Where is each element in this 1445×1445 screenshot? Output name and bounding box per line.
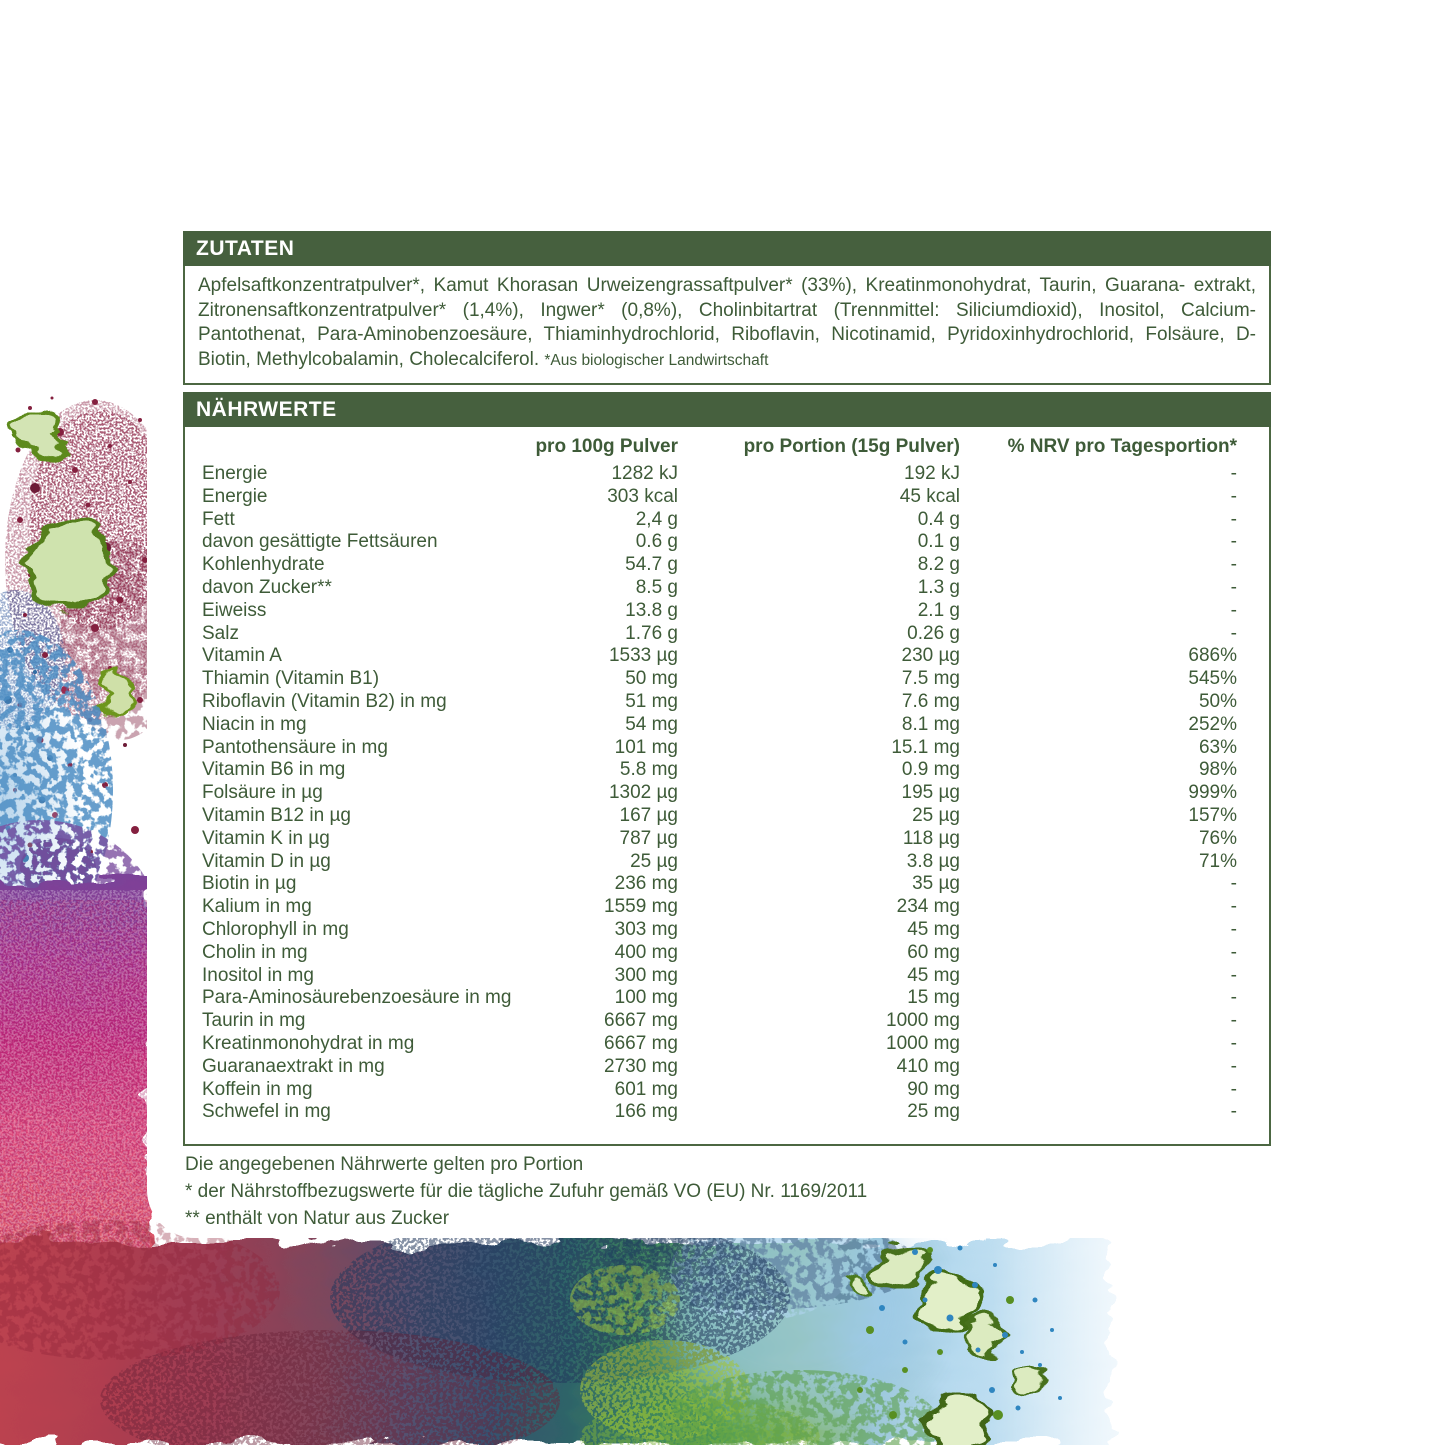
table-row: [202, 987, 1237, 1010]
row-nrv: 999%: [1188, 782, 1237, 804]
nutrition-header-row: [202, 434, 1237, 460]
row-nrv: -: [1230, 531, 1237, 553]
row-portion: 90 mg: [907, 1078, 960, 1100]
row-label: Vitamin B6 in mg: [202, 759, 346, 781]
row-per100g: 8.5 g: [635, 576, 678, 598]
row-label: Eiweiss: [202, 599, 267, 621]
row-label: Vitamin B12 in µg: [202, 804, 351, 826]
row-nrv: 63%: [1198, 736, 1237, 758]
table-row: [202, 1056, 1237, 1079]
ingredients-section: [183, 231, 1271, 385]
row-label: davon Zucker**: [202, 576, 332, 598]
row-portion: 45 mg: [907, 964, 960, 986]
row-portion: 3.8 µg: [906, 850, 960, 872]
row-per100g: 1.76 g: [625, 622, 678, 644]
row-portion: 2.1 g: [917, 599, 960, 621]
row-portion: 25 mg: [907, 1101, 960, 1123]
table-row: [202, 759, 1237, 782]
row-label: Guaranaextrakt in mg: [202, 1055, 385, 1077]
row-portion: 1000 mg: [886, 1010, 960, 1032]
nutrition-section: [183, 392, 1271, 1146]
row-nrv: 252%: [1188, 713, 1237, 735]
row-per100g: 25 µg: [630, 850, 678, 872]
table-row: [202, 896, 1237, 919]
row-label: Riboflavin (Vitamin B2) in mg: [202, 690, 447, 712]
footnote-line-2: * der Nährstoffbezugswerte für die tägliche Zufuhr gemäß VO (EU) Nr. 1169/2011: [185, 1181, 868, 1202]
table-row: [202, 965, 1237, 988]
row-nrv: -: [1230, 622, 1237, 644]
footnote-line-1: Die angegebenen Nährwerte gelten pro Portion: [185, 1154, 584, 1175]
row-portion: 45 mg: [907, 918, 960, 940]
row-label: Biotin in µg: [202, 873, 297, 895]
table-row: [202, 600, 1237, 623]
row-label: davon gesättigte Fettsäuren: [202, 531, 438, 553]
row-nrv: -: [1230, 873, 1237, 895]
table-row: [202, 873, 1237, 896]
row-label: Fett: [202, 508, 235, 530]
row-label: Koffein in mg: [202, 1078, 313, 1100]
table-row: [202, 919, 1237, 942]
table-row: [202, 1010, 1237, 1033]
nutrition-table: [202, 463, 1237, 1124]
row-portion: 7.5 mg: [901, 668, 960, 690]
row-per100g: 101 mg: [614, 736, 678, 758]
table-row: [202, 1033, 1237, 1056]
table-row: [202, 737, 1237, 760]
nutrition-title: NÄHRWERTE: [196, 397, 337, 421]
row-per100g: 50 mg: [625, 668, 678, 690]
row-portion: 25 µg: [912, 804, 960, 826]
row-per100g: 2,4 g: [635, 508, 678, 530]
row-label: Vitamin D in µg: [202, 850, 331, 872]
row-nrv: -: [1230, 485, 1237, 507]
row-nrv: -: [1230, 463, 1237, 484]
row-label: Folsäure in µg: [202, 782, 323, 804]
row-per100g: 787 µg: [619, 827, 678, 849]
row-portion: 8.1 mg: [901, 713, 960, 735]
row-label: Thiamin (Vitamin B1): [202, 668, 380, 690]
row-label: Energie: [202, 485, 268, 507]
row-portion: 118 µg: [902, 827, 960, 849]
row-label: Kreatinmonohydrat in mg: [202, 1032, 415, 1054]
row-portion: 0.26 g: [907, 622, 960, 644]
table-row: [202, 509, 1237, 532]
row-per100g: 54 mg: [625, 713, 678, 735]
ingredients-header-bar: [183, 231, 1271, 266]
table-row: [202, 463, 1237, 486]
row-nrv: 76%: [1198, 827, 1237, 849]
row-label: Niacin in mg: [202, 713, 307, 735]
table-row: [202, 645, 1237, 668]
row-label: Kohlenhydrate: [202, 554, 325, 576]
row-label: Kalium in mg: [202, 896, 312, 918]
row-per100g: 167 µg: [619, 804, 678, 826]
row-label: Para-Aminosäurebenzoesäure in mg: [202, 987, 512, 1009]
table-row: [202, 714, 1237, 737]
row-portion: 1.3 g: [917, 576, 960, 598]
row-nrv: 686%: [1188, 645, 1237, 667]
row-label: Schwefel in mg: [202, 1101, 331, 1123]
row-label: Vitamin A: [202, 645, 282, 667]
row-nrv: -: [1230, 918, 1237, 940]
row-per100g: 400 mg: [614, 941, 678, 963]
row-portion: 195 µg: [901, 782, 960, 804]
row-nrv: -: [1230, 941, 1237, 963]
row-per100g: 51 mg: [625, 690, 678, 712]
row-portion: 15 mg: [907, 987, 960, 1009]
ingredients-body: [183, 266, 1271, 385]
row-per100g: 100 mg: [614, 987, 678, 1009]
row-per100g: 6667 mg: [604, 1032, 678, 1054]
row-per100g: 1282 kJ: [611, 463, 678, 484]
row-label: Vitamin K in µg: [202, 827, 330, 849]
row-portion: 45 kcal: [899, 485, 960, 507]
row-per100g: 5.8 mg: [619, 759, 678, 781]
row-nrv: -: [1230, 1078, 1237, 1100]
row-portion: 0.4 g: [917, 508, 960, 530]
table-row: [202, 691, 1237, 714]
row-portion: 0.9 mg: [901, 759, 960, 781]
table-row: [202, 577, 1237, 600]
row-per100g: 236 mg: [614, 873, 678, 895]
table-row: [202, 668, 1237, 691]
ingredients-title: ZUTATEN: [196, 236, 295, 260]
row-nrv: 545%: [1188, 668, 1237, 690]
table-row: [202, 828, 1237, 851]
table-row: [202, 1101, 1237, 1124]
table-row: [202, 851, 1237, 874]
row-per100g: 0.6 g: [635, 531, 678, 553]
row-portion: 7.6 mg: [901, 690, 960, 712]
row-per100g: 300 mg: [614, 964, 678, 986]
row-label: Taurin in mg: [202, 1010, 306, 1032]
table-row: [202, 805, 1237, 828]
row-label: Salz: [202, 622, 239, 644]
row-per100g: 1533 µg: [608, 645, 678, 667]
bottom-splash: [0, 1210, 1110, 1445]
col-header-name: [202, 434, 528, 460]
table-row: [202, 942, 1237, 965]
row-nrv: -: [1230, 554, 1237, 576]
row-nrv: 71%: [1198, 850, 1237, 872]
row-per100g: 2730 mg: [604, 1055, 678, 1077]
row-portion: 15.1 mg: [891, 736, 960, 758]
row-nrv: -: [1230, 1032, 1237, 1054]
table-row: [202, 623, 1237, 646]
row-per100g: 601 mg: [614, 1078, 678, 1100]
col-header-nrv: % NRV pro Tagesportion*: [1007, 436, 1237, 457]
row-per100g: 1559 mg: [604, 896, 678, 918]
row-per100g: 54.7 g: [625, 554, 678, 576]
row-portion: 35 µg: [912, 873, 960, 895]
row-per100g: 6667 mg: [604, 1010, 678, 1032]
nutrition-header-bar: [183, 392, 1271, 427]
row-label: Chlorophyll in mg: [202, 918, 349, 940]
table-row: [202, 1079, 1237, 1102]
row-nrv: -: [1230, 599, 1237, 621]
row-portion: 230 µg: [901, 645, 960, 667]
row-nrv: -: [1230, 1101, 1237, 1123]
row-nrv: 98%: [1198, 759, 1237, 781]
footnote-line-3: ** enthält von Natur aus Zucker: [185, 1208, 450, 1229]
row-portion: 234 mg: [896, 896, 960, 918]
row-portion: 0.1 g: [917, 531, 960, 553]
row-portion: 8.2 g: [917, 554, 960, 576]
col-header-portion: pro Portion (15g Pulver): [743, 436, 960, 457]
table-row: [202, 554, 1237, 577]
ingredients-text: Apfelsaftkonzentratpulver*, Kamut Khorasan Urweizengrassaftpulver* (33%), Kreatinmonohydrat, Taurin, Guarana- extrakt, Zitronensaftkonzentratpulver* (1,4%), Ingwer* (0,8%), Cholinbitartrat (Trennmittel: Siliciumdioxid), Inositol, Calcium-Pantothenat, Para-Aminobenzoesäure, Thiaminhydrochlorid, Riboflavin, Nicotinamid, Pyridoxinhydrochlorid, Folsäure, D-Biotin, Methylcobalamin, Cholecalciferol.: [198, 275, 1256, 370]
row-nrv: -: [1230, 896, 1237, 918]
row-portion: 60 mg: [907, 941, 960, 963]
row-label: Pantothensäure in mg: [202, 736, 388, 758]
row-nrv: -: [1230, 987, 1237, 1009]
row-nrv: -: [1230, 508, 1237, 530]
row-label: Inositol in mg: [202, 964, 314, 986]
row-per100g: 303 mg: [614, 918, 678, 940]
row-portion: 1000 mg: [886, 1032, 960, 1054]
row-per100g: 166 mg: [614, 1101, 678, 1123]
nutrition-body: [183, 427, 1271, 1146]
row-nrv: -: [1230, 1055, 1237, 1077]
row-per100g: 303 kcal: [607, 485, 678, 507]
table-row: [202, 531, 1237, 554]
table-row: [202, 782, 1237, 805]
row-nrv: -: [1230, 964, 1237, 986]
row-nrv: 157%: [1188, 804, 1237, 826]
col-header-per100g: pro 100g Pulver: [535, 436, 678, 457]
row-nrv: 50%: [1198, 690, 1237, 712]
row-nrv: -: [1230, 576, 1237, 598]
table-row: [202, 486, 1237, 509]
row-per100g: 13.8 g: [625, 599, 678, 621]
ingredients-footnote: *Aus biologischer Landwirtschaft: [544, 351, 769, 369]
row-label: Energie: [202, 463, 268, 484]
row-label: Cholin in mg: [202, 941, 308, 963]
footnotes: [185, 1151, 1165, 1232]
row-portion: 192 kJ: [904, 463, 960, 484]
row-portion: 410 mg: [896, 1055, 960, 1077]
row-per100g: 1302 µg: [608, 782, 678, 804]
row-nrv: -: [1230, 1010, 1237, 1032]
